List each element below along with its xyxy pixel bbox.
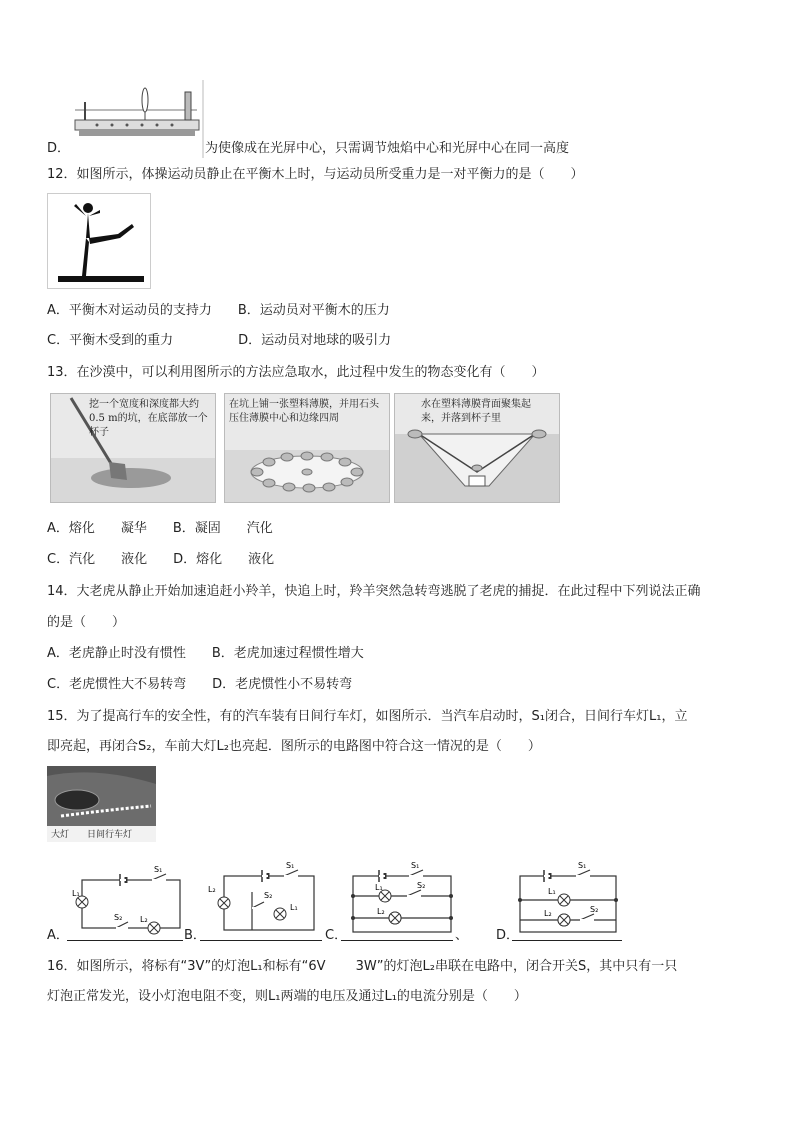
circuit-b-s2-label: S₂ xyxy=(264,891,273,900)
circuit-b xyxy=(200,858,322,938)
q13-panel-1-text: 挖一个宽度和深度都大约0.5 m的坑，在底部放一个杯子 xyxy=(89,399,208,438)
q15-option-c-trail: 、 xyxy=(455,928,469,943)
circuit-c-l2-label: L₂ xyxy=(377,907,385,916)
q13-panel-2 xyxy=(224,393,390,503)
q15-option-c-underline xyxy=(341,940,453,941)
q14-stem-line2: 的是（ ） xyxy=(47,615,126,630)
circuit-b-l2-label: L₂ xyxy=(208,885,216,894)
q12-options-row1: A．平衡木对运动员的支持力 B．运动员对平衡木的压力 xyxy=(47,303,390,318)
circuit-a-l1-label: L₁ xyxy=(72,889,80,898)
q15-stem-line1: 15．为了提高行车的安全性，有的汽车装有日间行车灯，如图所示．当汽车启动时，S₁闭合，日间行车灯L₁，立 xyxy=(47,709,688,724)
q15-option-d: D． xyxy=(496,928,520,943)
q13-panel-2-text: 在坑上铺一张塑料薄膜，并用石头压住薄膜中心和边缘四周 xyxy=(229,399,379,424)
circuit-a-s2-label: S₂ xyxy=(114,913,123,922)
circuit-b-l1-label: L₁ xyxy=(290,903,298,912)
q15-option-a-underline xyxy=(67,940,183,941)
q12-stem: 12．如图所示，体操运动员静止在平衡木上时，与运动员所受重力是一对平衡力的是（ ） xyxy=(47,167,584,182)
gymnast-silhouette xyxy=(48,194,150,288)
circuit-a-l2-label: L₂ xyxy=(140,915,148,924)
q15-option-c: C． xyxy=(325,928,348,943)
q13-options-row1: A．熔化 凝华 B．凝固 汽化 xyxy=(47,521,273,536)
optical-bench-figure xyxy=(67,80,207,158)
car-label-headlight: 大灯 xyxy=(51,830,70,840)
circuit-d-l1-label: L₁ xyxy=(548,887,556,896)
q15-stem-line2: 即亮起，再闭合S₂，车前大灯L₂也亮起．图所示的电路图中符合这一情况的是（ ） xyxy=(47,739,541,754)
q11-option-d-text: 为使像成在光屏中心，只需调节烛焰中心和光屏中心在同一高度 xyxy=(205,141,570,156)
q13-panel-1 xyxy=(50,393,216,503)
q16-stem-line1: 16．如图所示，将标有“3V”的灯泡L₁和标有“6V 3W”的灯泡L₂串联在电路中，闭合开关S，其中只有一只 xyxy=(47,959,678,974)
q12-options-row2: C．平衡木受到的重力 D．运动员对地球的吸引力 xyxy=(47,333,392,348)
q14-options-row1: A．老虎静止时没有惯性 B．老虎加速过程惯性增大 xyxy=(47,646,364,661)
circuit-d-l2-label: L₂ xyxy=(544,909,552,918)
circuit-d xyxy=(512,858,622,938)
circuit-c-s2-label: S₂ xyxy=(417,881,426,890)
q13-stem: 13．在沙漠中，可以利用图所示的方法应急取水，此过程中发生的物态变化有（ ） xyxy=(47,365,545,380)
circuit-a xyxy=(68,862,186,938)
optical-bench-drawing xyxy=(67,80,207,158)
circuit-d-s1-label: S₁ xyxy=(578,861,587,870)
q15-option-d-underline xyxy=(512,940,622,941)
q14-stem-line1: 14．大老虎从静止开始加速追赶小羚羊，快追上时，羚羊突然急转弯逃脱了老虎的捕捉．在此过程中下列说法正确 xyxy=(47,584,701,599)
q14-options-row2: C．老虎惯性大不易转弯 D．老虎惯性小不易转弯 xyxy=(47,677,353,692)
circuit-d-s2-label: S₂ xyxy=(590,905,599,914)
car-label-daytime-light: 日间行车灯 xyxy=(87,830,133,840)
circuit-c-l1-label: L₁ xyxy=(375,883,383,892)
circuit-c-s1-label: S₁ xyxy=(411,861,420,870)
car-headlight-photo xyxy=(47,766,156,842)
q15-option-a: A． xyxy=(47,928,69,943)
circuit-c xyxy=(345,858,457,938)
circuit-b-s1-label: S₁ xyxy=(286,861,295,870)
gymnast-figure xyxy=(47,193,151,289)
circuit-a-s1-label: S₁ xyxy=(154,865,163,874)
q13-panel-3-text: 水在塑料薄膜背面聚集起来，并落到杯子里 xyxy=(421,399,531,424)
q15-option-b-underline xyxy=(200,940,322,941)
q13-options-row2: C．汽化 液化 D．熔化 液化 xyxy=(47,552,275,567)
q15-option-b: B． xyxy=(184,928,206,943)
q11-option-d-label: D． xyxy=(47,141,71,156)
q16-stem-line2: 灯泡正常发光，设小灯泡电阻不变，则L₁两端的电压及通过L₁的电流分别是（ ） xyxy=(47,989,527,1004)
q13-panel-3 xyxy=(394,393,560,503)
